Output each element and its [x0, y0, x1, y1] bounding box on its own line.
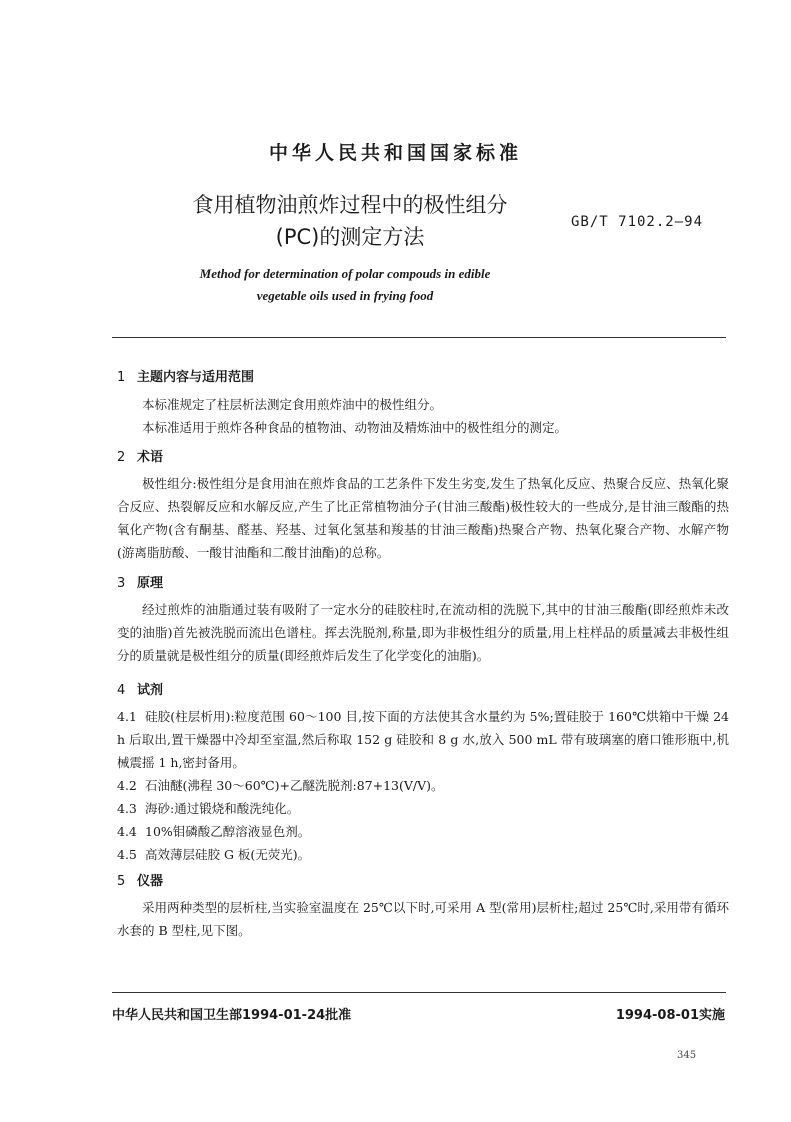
english-title-line-2	[120, 288, 570, 304]
standard-code: GB/T 7102.2—94	[571, 214, 704, 230]
section-5-title: 仪器	[137, 874, 164, 889]
reagent-item-number: 4.3	[117, 801, 137, 816]
section-1-number: 1	[117, 370, 126, 385]
section-5-para: 采用两种类型的层析柱,当实验室温度在 25℃以下时,可采用 A 型(常用)层析柱;超过 25℃时,采用带有循环水套的 B 型柱,见下图。	[117, 900, 729, 938]
section-2-body	[117, 472, 729, 564]
footer-divider	[112, 992, 726, 993]
reagent-item-4-4	[117, 820, 729, 843]
section-3-number: 3	[117, 576, 126, 591]
section-5-body	[117, 896, 729, 942]
section-2-title: 术语	[137, 450, 164, 465]
english-title-text-1: Method for determination of polar compouds in edible	[199, 266, 491, 281]
section-1-title: 主题内容与适用范围	[137, 370, 255, 385]
section-3-para: 经过煎炸的油脂通过装有吸附了一定水分的硅胶柱时,在流动相的洗脱下,其中的甘油三酸酯(即经煎炸未改变的油脂)首先被洗脱而流出色谱柱。挥去洗脱剂,称量,即为非极性组分的质量,用上柱样品的质量减去非极性组分的质量就是极性组分的质量(即经煎炸后发生了化学变化的油脂)。	[117, 602, 729, 663]
section-5-number: 5	[117, 874, 126, 889]
section-1-para-1: 本标准规定了柱层析法测定食用煎炸油中的极性组分。	[142, 397, 443, 412]
reagent-item-number: 4.4	[117, 824, 137, 839]
section-2-heading	[117, 446, 163, 465]
english-title-text-2: vegetable oils used in frying food	[256, 288, 434, 303]
section-3-body	[117, 598, 729, 667]
section-3-title: 原理	[137, 576, 164, 591]
reagent-item-4-3	[117, 797, 729, 820]
reagent-item-text: 海砂:通过锻烧和酸洗纯化。	[145, 801, 300, 816]
header-divider	[112, 337, 726, 338]
section-5-heading	[117, 870, 163, 889]
approval-statement: 中华人民共和国卫生部1994-01-24批准	[112, 1008, 352, 1023]
reagent-item-text: 10%钼磷酸乙醇溶液显色剂。	[145, 824, 311, 839]
reagent-item-number: 4.2	[117, 778, 137, 793]
section-1-heading	[117, 366, 254, 385]
section-3-heading	[117, 572, 163, 591]
reagent-item-text: 硅胶(柱层析用):粒度范围 60～100 目,按下面的方法使其含水量约为 5%;置硅胶于 160℃烘箱中干燥 24 h 后取出,置干燥器中冷却至室温,然后称取 152 g 硅胶和 8 g 水,放入 500 mL 带有玻璃塞的磨口锥形瓶中,机械震摇 1 h,密封备用。	[117, 709, 729, 770]
page-number: 345	[677, 1050, 697, 1061]
reagent-item-4-5	[117, 843, 729, 866]
section-4-heading	[117, 679, 163, 698]
reagent-item-4-1	[117, 705, 729, 774]
reagent-item-number: 4.5	[117, 847, 137, 862]
reagent-item-text: 高效薄层硅胶 G 板(无荧光)。	[145, 847, 311, 862]
implementation-date: 1994-08-01实施	[615, 1008, 725, 1023]
reagent-item-number: 4.1	[117, 709, 137, 724]
section-4-number: 4	[117, 683, 126, 698]
section-2-para: 极性组分:极性组分是食用油在煎炸食品的工艺条件下发生劣变,发生了热氧化反应、热聚合反应、热氧化聚合反应、热裂解反应和水解反应,产生了比正常植物油分子(甘油三酸酯)极性较大的一些成分,是甘油三酸酯的热氧化产物(含有酮基、醛基、羟基、过氧化氢基和羧基的甘油三酸酯)热聚合产物、热氧化聚合产物、水解产物(游离脂肪酸、一酸甘油酯和二酸甘油酯)的总称。	[117, 476, 729, 560]
issuing-agency: 中华人民共和国国家标准	[268, 142, 522, 164]
document-title-line-1: 食用植物油煎炸过程中的极性组分	[192, 193, 508, 217]
reagent-item-4-2	[117, 774, 729, 797]
section-1-body	[117, 393, 729, 439]
section-4-title: 试剂	[137, 683, 164, 698]
section-2-number: 2	[117, 450, 126, 465]
document-title-line-2: (PC)的测定方法	[275, 225, 425, 249]
english-title-line-1	[120, 266, 570, 282]
section-1-para-2: 本标准适用于煎炸各种食品的植物油、动物油及精炼油中的极性组分的测定。	[142, 420, 568, 435]
reagent-item-text: 石油醚(沸程 30～60℃)+乙醚洗脱剂:87+13(V/V)。	[145, 778, 444, 793]
